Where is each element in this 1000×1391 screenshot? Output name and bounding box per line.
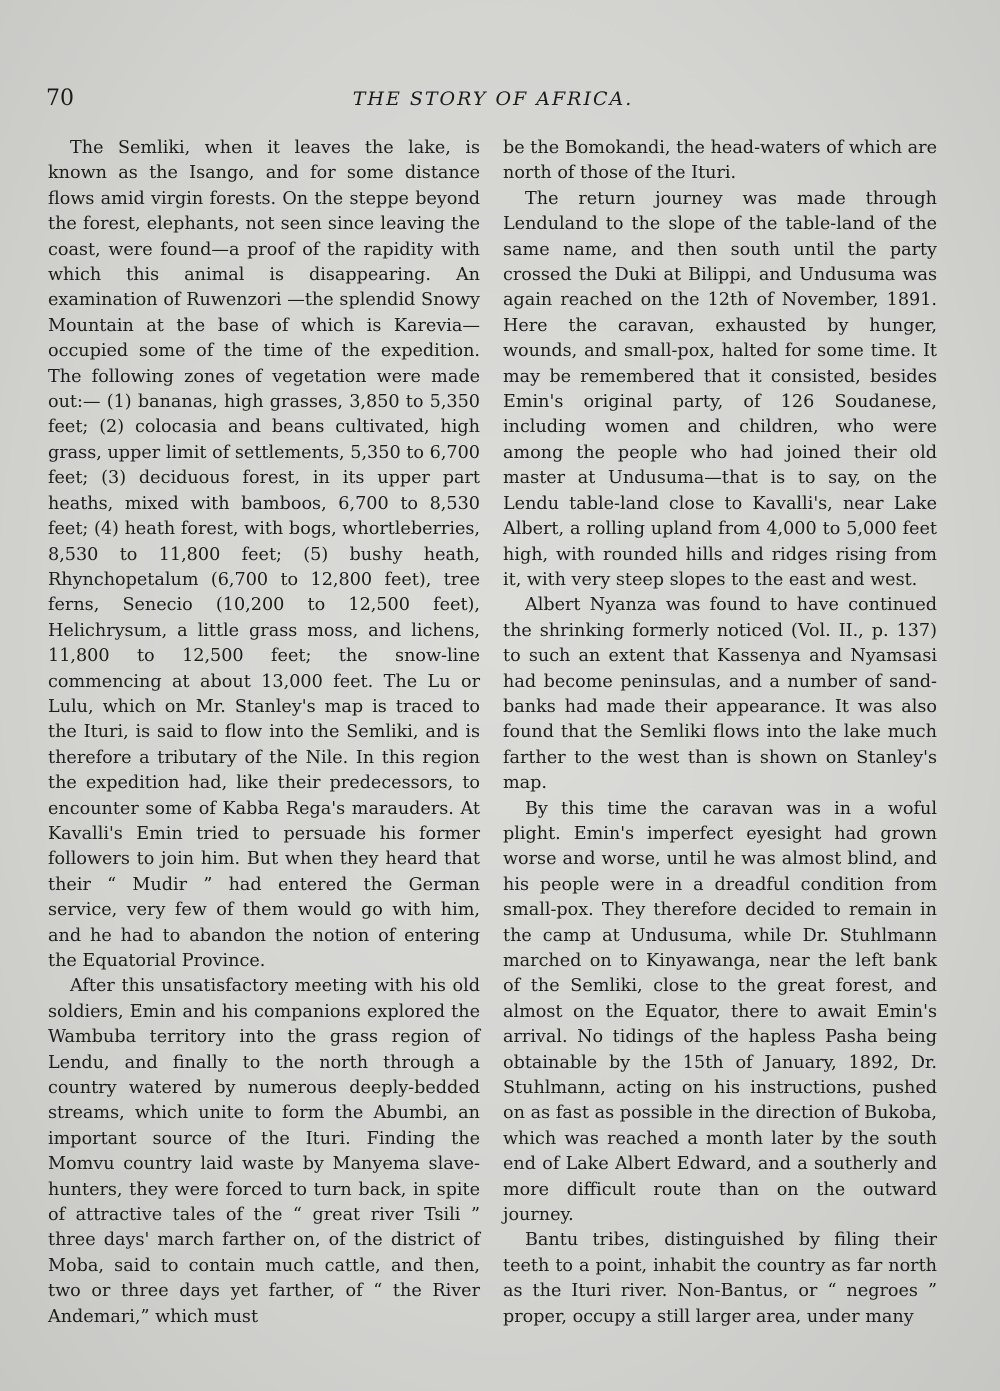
paragraph: The return journey was made through Lenduland to the slope of the table-land of the same name, and then south until the party crossed the Duki at Bilippi, and Undusuma was again reached on the 12th of November, 1891. Here the caravan, exhausted by hunger, wounds, and small-pox, halted for some time. It may be remembered that it consisted, besides Emin's original party, of 126 Soudanese, including women and children, who were among the people who had joined their old master at Undusuma—that is to say, on the Lendu table-land close to Kavalli's, near Lake Albert, a rolling upland from 4,000 to 5,000 feet high, with rounded hills and ridges rising from it, with very steep slopes to the east and west.	[503, 188, 937, 590]
left-column	[48, 136, 480, 1330]
paragraph: Albert Nyanza was found to have continued the shrinking formerly noticed (Vol. II., p. 137) to such an extent that Kassenya and Nyamsasi had become peninsulas, and a number of sand-banks had made their appearance. It was also found that the Semliki flows into the lake much farther to the west than is shown on Stanley's map.	[503, 595, 937, 794]
right-column	[503, 136, 937, 1330]
page-header	[46, 86, 940, 116]
page-number: 70	[46, 86, 74, 111]
paragraph: By this time the caravan was in a woful plight. Emin's imperfect eyesight had grown worse and worse, until he was almost blind, and his people were in a dreadful condition from small-pox. They therefore decided to remain in the camp at Undusuma, while Dr. Stuhlmann marched on to Kinyawanga, near the left bank of the Semliki, close to the great forest, and almost on the Equator, there to await Emin's arrival. No tidings of the hapless Pasha being obtainable by the 15th of January, 1892, Dr. Stuhlmann, acting on his instructions, pushed on as fast as possible in the direction of Bukoba, which was reached a month later by the south end of Lake Albert Edward, and a southerly and more difficult route than on the outward journey.	[503, 798, 937, 1226]
paragraph: The Semliki, when it leaves the lake, is known as the Isango, and for some distance flows amid virgin forests. On the steppe beyond the forest, elephants, not seen since leaving the coast, were found—a proof of the rapidity with which this animal is disappearing. An examination of Ruwenzori —the splendid Snowy Mountain at the base of which is Karevia—occupied some of the time of the expedition. The following zones of vegetation were made out:— (1) bananas, high grasses, 3,850 to 5,350 feet; (2) colocasia and beans cultivated, high grass, upper limit of settlements, 5,350 to 6,700 feet; (3) deciduous forest, in its upper part heaths, mixed with bamboos, 6,700 to 8,530 feet; (4) heath forest, with bogs, whortleberries, 8,530 to 11,800 feet; (5) bushy heath, Rhynchopetalum (6,700 to 12,800 feet), tree ferns, Senecio (10,200 to 12,500 feet), Helichrysum, a little grass moss, and lichens, 11,800 to 12,500 feet; the snow-line commencing at about 13,000 feet. The Lu or Lulu, which on Mr. Stanley's map is traced to the Ituri, is said to flow into the Semliki, and is therefore a tributary of the Nile. In this region the expedition had, like their predecessors, to encounter some of Kabba Rega's marauders. At Kavalli's Emin tried to persuade his former followers to join him. But when they heard that their “ Mudir ” had entered the German service, very few of them would go with him, and he had to abandon the notion of entering the Equatorial Province.	[48, 138, 480, 971]
paragraph: be the Bomokandi, the head-waters of which are north of those of the Ituri.	[503, 138, 937, 184]
running-title: THE STORY OF AFRICA.	[352, 88, 634, 110]
paragraph: After this unsatisfactory meeting with his old soldiers, Emin and his companions explored the Wambuba territory into the grass region of Lendu, and finally to the north through a country watered by numerous deeply-bedded streams, which unite to form the Abumbi, an important source of the Ituri. Finding the Momvu country laid waste by Manyema slave-hunters, they were forced to turn back, in spite of attractive tales of the “ great river Tsili ” three days' march farther on, of the district of Moba, said to contain much cattle, and then, two or three days yet farther, of “ the River Andemari,” which must	[48, 976, 480, 1327]
paragraph: Bantu tribes, distinguished by filing their teeth to a point, inhabit the country as far north as the Ituri river. Non-Bantus, or “ negroes ” proper, occupy a still larger area, under many	[503, 1230, 937, 1327]
